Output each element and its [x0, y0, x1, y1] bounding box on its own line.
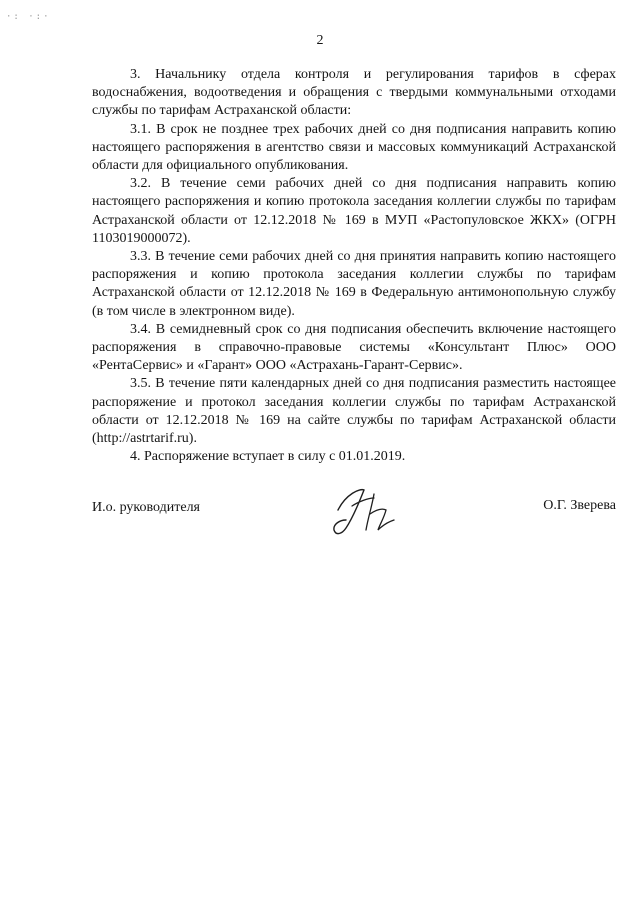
- handwritten-signature: [324, 480, 404, 540]
- signatory-name: О.Г. Зверева: [543, 498, 616, 513]
- paragraph-3: 3. Начальнику отдела контроля и регулирования тарифов в сферах водоснабжения, водоотведения и обращения с твердыми коммунальными отходами службы по тарифам Астраханской области:: [92, 67, 616, 119]
- paragraph-4: 4. Распоряжение вступает в силу с 01.01.2019.: [130, 449, 406, 465]
- signature-block: [92, 480, 616, 540]
- paragraph-3-3: 3.3. В течение семи рабочих дней со дня принятия направить копию настоящего распоряжения и копию протокола заседания коллегии службы по тарифам Астраханской области от 12.12.2018 № 169 в Федеральную антимонопольную службу (в том числе в электронном виде).: [92, 249, 616, 319]
- signatory-title: И.о. руководителя: [92, 500, 201, 515]
- scan-artifact: ·: ·:·: [6, 12, 51, 22]
- paragraph-3-2: 3.2. В течение семи рабочих дней со дня подписания направить копию настоящего распоряжения и копию протокола заседания коллегии службы по тарифам Астраханской области от 12.12.2018 № 169 в МУП «Растопуловское ЖКХ» (ОГРН 1103019000072).: [92, 176, 616, 246]
- paragraph-3-1: 3.1. В срок не позднее трех рабочих дней со дня подписания направить копию настоящего распоряжения в агентство связи и массовых коммуникаций Астраханской области для официального опубликования.: [92, 121, 616, 174]
- page-number: 2: [316, 33, 324, 48]
- paragraph-3-5: 3.5. В течение пяти календарных дней со дня подписания разместить настоящее распоряжение и протокол заседания коллегии службы по тарифам Астраханской области от 12.12.2018 № 169 на сайте службы по тарифам Астраханской области (http://astrtarif.ru).: [92, 376, 616, 447]
- paragraph-3-4: 3.4. В семидневный срок со дня подписания обеспечить включение настоящего распоряжения в справочно-правовые системы «Консультант Плюс» ООО «РентаСервис» и «Гарант» ООО «Астрахань-Гарант-Сервис».: [92, 321, 616, 374]
- document-body: [92, 66, 616, 466]
